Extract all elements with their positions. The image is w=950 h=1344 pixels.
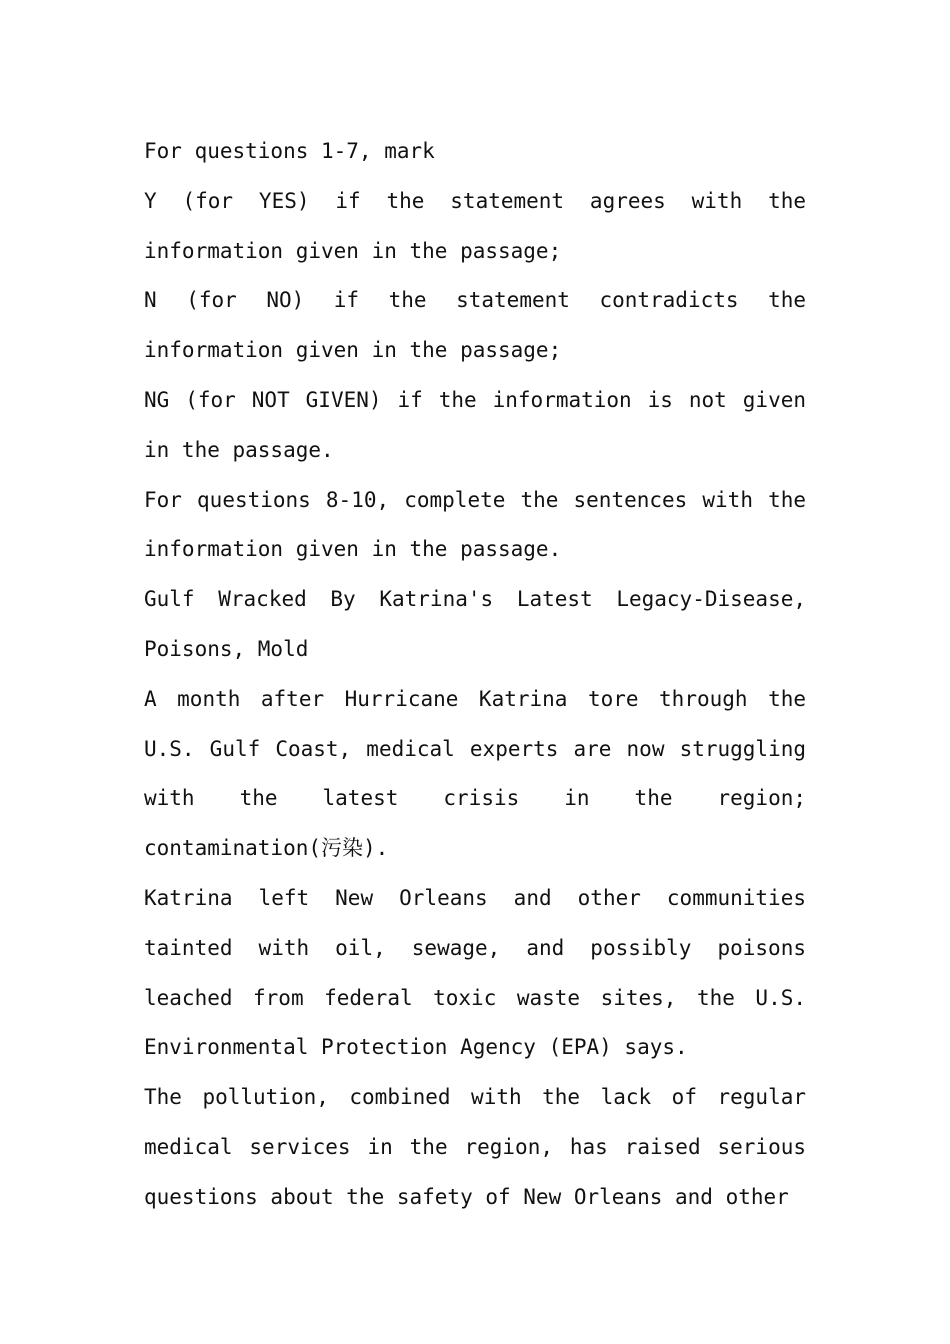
instruction-not-given: NG (for NOT GIVEN) if the information is not given in the passage.	[144, 387, 806, 462]
instruction-no: N (for NO) if the statement contradicts the information given in the passage;	[144, 288, 806, 363]
article-paragraph: Katrina left New Orleans and other communities tainted with oil, sewage, and possibly poisons leached from federal toxic waste sites, the U.S. Environmental Protection Agency (EPA) says.	[144, 885, 806, 1060]
document-page	[144, 127, 806, 1223]
instruction-yes: Y (for YES) if the statement agrees with the information given in the passage;	[144, 188, 806, 263]
article-paragraph: A month after Hurricane Katrina tore through the U.S. Gulf Coast, medical experts are now struggling with the latest crisis in the region; contamination(污染).	[144, 686, 806, 861]
article-paragraph: The pollution, combined with the lack of regular medical services in the region, has raised serious questions about the safety of New Orleans and other	[144, 1085, 806, 1209]
instruction-intro: For questions 1-7, mark	[144, 139, 435, 163]
article-title: Gulf Wracked By Katrina's Latest Legacy-Disease, Poisons, Mold	[144, 587, 806, 661]
instruction-complete-sentences: For questions 8-10, complete the sentences with the information given in the passage.	[144, 487, 806, 562]
